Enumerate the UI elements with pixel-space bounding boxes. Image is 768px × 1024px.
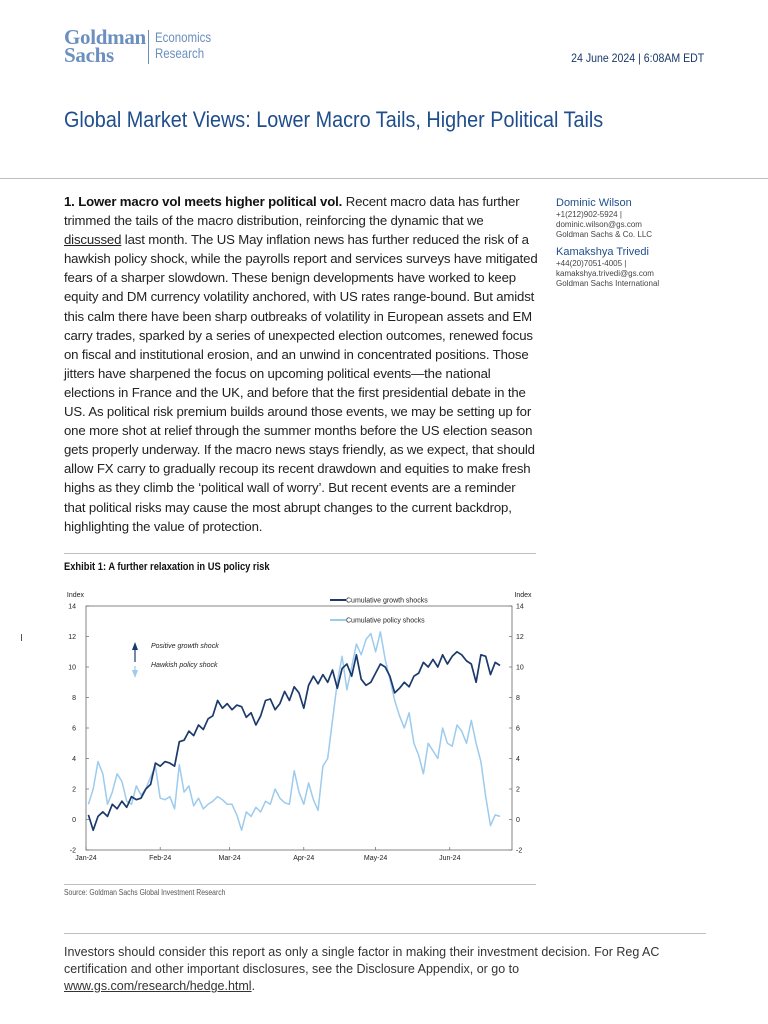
- discussed-link[interactable]: discussed: [64, 232, 122, 248]
- author-block: [556, 197, 706, 240]
- y-tick-label-left: 8: [72, 695, 76, 702]
- author-firm: Goldman Sachs & Co. LLC: [556, 230, 653, 239]
- x-tick-label: Mar-24: [218, 855, 241, 862]
- exhibit-top-rule: [64, 553, 536, 554]
- y-tick-label-left: -2: [69, 847, 76, 855]
- x-tick-label: May-24: [363, 855, 388, 862]
- exhibit-bottom-rule: [64, 884, 536, 885]
- y-tick-label-left: 12: [68, 634, 76, 641]
- x-tick-label: Feb-24: [149, 855, 172, 862]
- exhibit-title: Exhibit 1: A further relaxation in US policy risk: [64, 561, 270, 573]
- policy-arrow-head: [132, 670, 138, 678]
- goldman-sachs-logo: [64, 25, 212, 67]
- chart-legend: [330, 598, 428, 625]
- author-phone: +1(212)902-5924 |: [556, 210, 622, 219]
- author-email[interactable]: dominic.wilson@gs.com: [556, 220, 642, 229]
- x-tick-label: Apr-24: [293, 855, 315, 862]
- y-tick-label-right: 2: [516, 786, 520, 794]
- body-paragraph: [64, 192, 540, 536]
- logo-divider: [148, 30, 149, 64]
- author-email[interactable]: kamakshya.trivedi@gs.com: [556, 269, 654, 278]
- body-text-start: Recent macro data has further trimmed the tails of the macro distribution, reinforcing the dynamic that we: [64, 194, 520, 229]
- footer-text: Investors should consider this report as only a single factor in making their investment decision. For Reg AC certification and other important disclosures, see the Disclosure Appendix, or go to: [64, 945, 660, 976]
- y-tick-label-right: 14: [516, 603, 524, 611]
- header-divider: [0, 178, 768, 179]
- logo-department: [155, 29, 211, 61]
- report-date: 24 June 2024 | 6:08AM EDT: [570, 51, 704, 65]
- footer-end: .: [251, 979, 256, 993]
- page-title: Global Market Views: Lower Macro Tails, Higher Political Tails: [64, 107, 604, 132]
- logo-sachs: Sachs: [64, 43, 114, 67]
- y-tick-label-right: 8: [516, 695, 520, 702]
- author-phone: +44(20)7051-4005 |: [556, 259, 627, 268]
- growth-arrow-head: [132, 642, 138, 650]
- y-tick-label-right: 12: [516, 634, 524, 641]
- y-axis-label-left: Index: [66, 592, 84, 599]
- section-lead: 1. Lower macro vol meets higher political vol.: [64, 194, 343, 209]
- y-tick-label-left: 10: [68, 664, 76, 672]
- y-tick-label-left: 6: [72, 725, 76, 733]
- author-block: [556, 246, 706, 289]
- y-tick-label-right: 10: [516, 664, 524, 672]
- logo-goldman: Goldman: [64, 25, 146, 49]
- disclosure-footer: [64, 944, 684, 995]
- legend-label-policy: Cumulative policy shocks: [346, 617, 425, 625]
- annotation-policy: Hawkish policy shock: [151, 662, 218, 669]
- growth-shocks-line: [88, 652, 500, 830]
- body-text-rest: last month. The US May inflation news has further reduced the risk of a hawkish policy shock, while the payrolls report and services surveys have mitigated fears of a sharper slowdown. These benign developments have worked to keep equity and DM currency volatility anchored, with US rates range-bound. But amidst this calm there have been sharp outbreaks of volatility in European assets and EM carry trades, sparked by a series of unexpected election outcomes, renewed focus on fiscal and institutional erosion, and an unwind in concentrated positions. Those jitters have sharpened the focus on upcoming political events—the national elections in France and the UK, and before that the first presidential debate in the US. As political risk premium builds around those events, we may be setting up for one more shot at relief through the summer months before the US election season gets properly underway. If the macro news stays friendly, as we expect, that should allow FX carry to gradually recoup its recent drawdown and equities to make fresh highs as they climb the ‘political wall of worry’. But recent events are a reminder that political risks may cause the most abrupt changes to the current backdrop, highlighting the value of protection.: [64, 232, 538, 534]
- author-name[interactable]: Dominic Wilson: [556, 197, 632, 209]
- plot-frame: [86, 606, 512, 850]
- logo-economics: Economics: [155, 29, 212, 45]
- chart-axes: [67, 592, 532, 862]
- exhibit-source: Source: Goldman Sachs Global Investment Research: [64, 888, 226, 897]
- annotation-growth: Positive growth shock: [151, 643, 219, 650]
- y-axis-label-right: Index: [514, 592, 532, 599]
- legend-label-growth: Cumulative growth shocks: [346, 597, 428, 605]
- y-tick-label-left: 0: [72, 817, 76, 824]
- y-tick-label-left: 4: [72, 756, 76, 763]
- disclosure-link[interactable]: www.gs.com/research/hedge.html: [64, 979, 252, 993]
- author-name[interactable]: Kamakshya Trivedi: [556, 246, 649, 258]
- author-firm: Goldman Sachs International: [556, 279, 660, 288]
- y-tick-label-left: 2: [72, 786, 76, 794]
- x-tick-label: Jan-24: [75, 855, 97, 862]
- logo-research: Research: [155, 45, 205, 61]
- chart-annotations: [132, 642, 219, 678]
- x-tick-label: Jun-24: [439, 855, 461, 862]
- margin-mark: [21, 634, 22, 641]
- policy-risk-chart: [64, 586, 536, 876]
- author-sidebar: [556, 197, 706, 295]
- logo-wordmark: [64, 25, 146, 67]
- y-tick-label-right: -2: [516, 847, 523, 855]
- y-tick-label-left: 14: [68, 603, 76, 611]
- y-tick-label-right: 6: [516, 725, 520, 733]
- y-tick-label-right: 0: [516, 817, 520, 824]
- footer-divider: [64, 933, 706, 934]
- y-tick-label-right: 4: [516, 756, 520, 763]
